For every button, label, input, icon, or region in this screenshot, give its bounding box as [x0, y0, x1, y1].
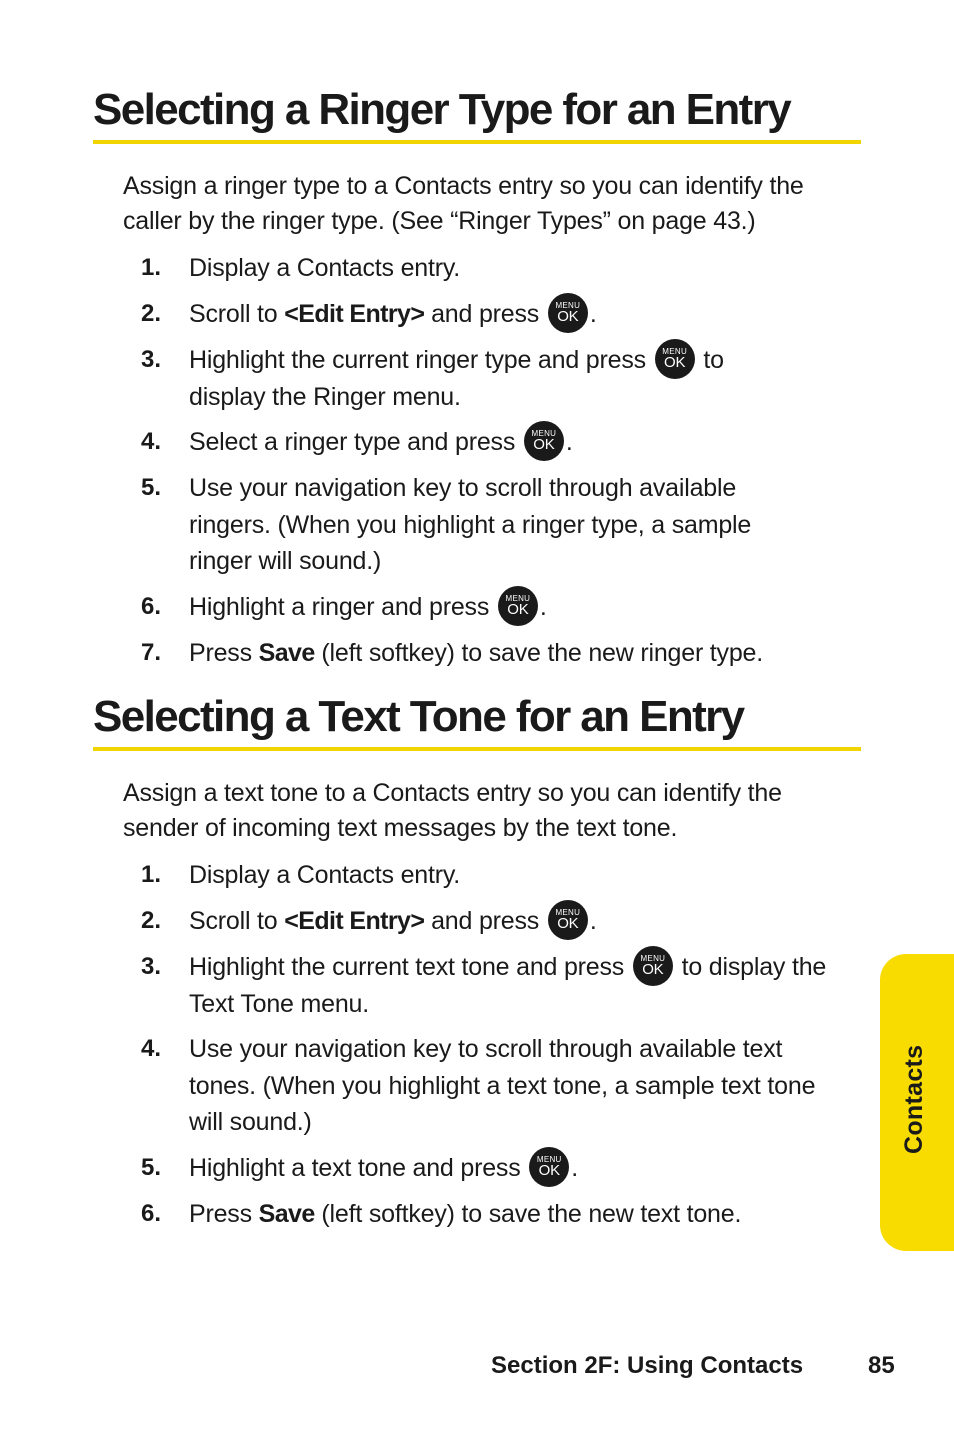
step-text: Highlight the current text tone and press MENU OK to display the Text Tone menu. [189, 949, 857, 1023]
step-number: 1. [141, 254, 162, 281]
save-label: Save [258, 639, 315, 667]
step-text: Select a ringer type and press MENU OK . [189, 424, 859, 461]
menu-ok-key-icon: MENU OK [498, 586, 538, 626]
section-title-text-tone: Selecting a Text Tone for an Entry [93, 693, 861, 751]
footer-section-title: Section 2F: Using Contacts [491, 1352, 804, 1379]
step-text: Display a Contacts entry. [189, 861, 461, 889]
step-number: 6. [141, 593, 162, 620]
step-text: Press Save (left softkey) to save the new ringer type. [189, 639, 764, 667]
step-text: Display a Contacts entry. [189, 254, 461, 282]
step-text: Press Save (left softkey) to save the new text tone. [189, 1200, 742, 1228]
step-text: Highlight the current ringer type and press MENU OK to display the Ringer menu. [189, 342, 789, 416]
menu-ok-key-icon: MENU OK [655, 339, 695, 379]
step-number: 3. [141, 953, 162, 980]
menu-ok-key-icon: MENU OK [548, 293, 588, 333]
step-number: 2. [141, 300, 162, 327]
step-text: Use your navigation key to scroll through available text tones. (When you highlight a text tone, a sample text tone will sound.) [189, 1035, 816, 1136]
step-text: Highlight a ringer and press MENU OK . [189, 589, 859, 626]
step-number: 4. [141, 1035, 162, 1062]
section-intro-ringer: Assign a ringer type to a Contacts entry so you can identify the caller by the ringer type. (See “Ringer Types” on page 43.) [123, 172, 804, 235]
step-text: Highlight a text tone and press MENU OK . [189, 1150, 859, 1187]
menu-ok-key-icon: MENU OK [524, 421, 564, 461]
menu-ok-key-icon: MENU OK [633, 946, 673, 986]
step-number: 4. [141, 428, 162, 455]
menu-ok-key-icon: MENU OK [548, 900, 588, 940]
step-text: Scroll to <Edit Entry> and press MENU OK . [189, 903, 859, 940]
page-number: 85 [868, 1352, 895, 1379]
step-number: 3. [141, 346, 162, 373]
step-number: 6. [141, 1200, 162, 1227]
step-number: 1. [141, 861, 162, 888]
edit-entry-label: <Edit Entry> [284, 300, 425, 328]
side-tab-label: Contacts [900, 1044, 928, 1154]
section-intro-text-tone: Assign a text tone to a Contacts entry so you can identify the sender of incoming text messages by the text tone. [123, 779, 782, 842]
step-text: Use your navigation key to scroll through available ringers. (When you highlight a ringer type, a sample ringer will sound.) [189, 474, 752, 575]
step-number: 5. [141, 1154, 162, 1181]
save-label: Save [258, 1200, 315, 1228]
step-number: 2. [141, 907, 162, 934]
step-number: 7. [141, 639, 162, 666]
edit-entry-label: <Edit Entry> [284, 907, 425, 935]
step-text: Scroll to <Edit Entry> and press MENU OK . [189, 296, 859, 333]
section-title-ringer: Selecting a Ringer Type for an Entry [93, 86, 861, 144]
menu-ok-key-icon: MENU OK [529, 1147, 569, 1187]
step-number: 5. [141, 474, 162, 501]
